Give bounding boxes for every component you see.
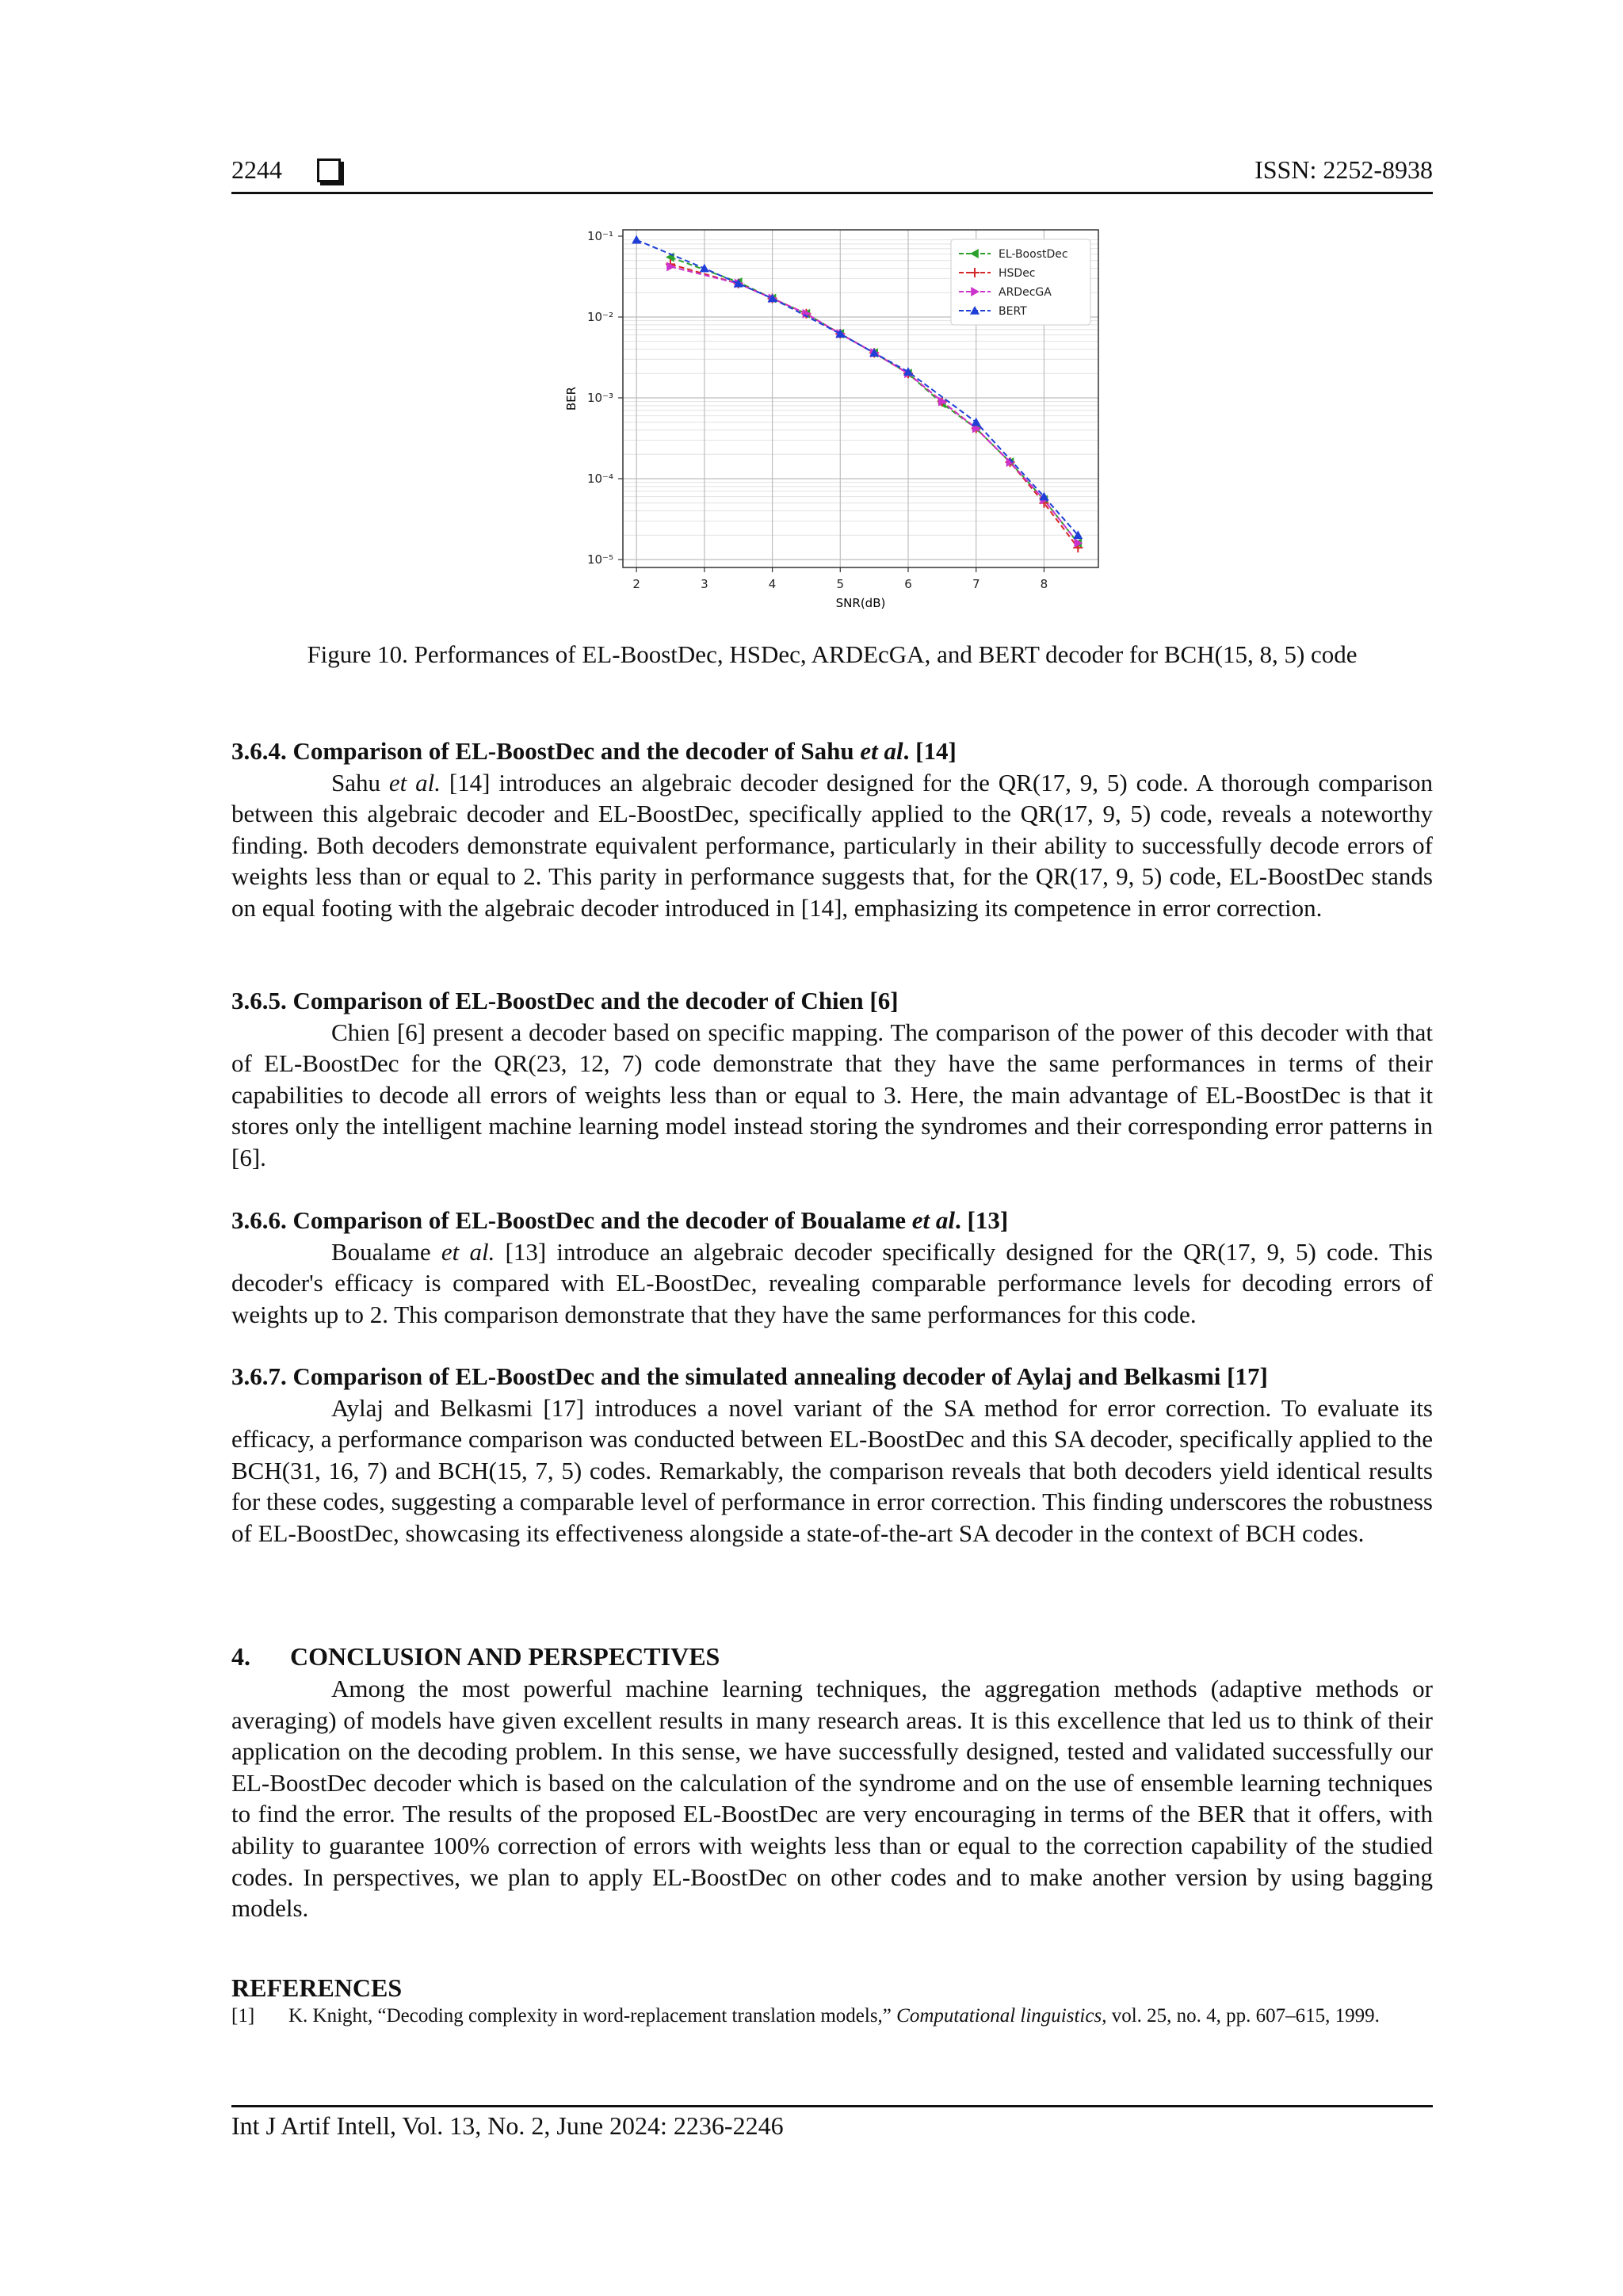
x-tick-label: 7 <box>972 577 980 591</box>
section-3-6-4 <box>231 735 1433 924</box>
section-heading: 3.6.5. Comparison of EL-BoostDec and the decoder of Chien [6] <box>231 987 899 1014</box>
conclusion-paragraph: Among the most powerful machine learning techniques, the aggregation methods (adaptive methods or averaging) of models have given excellent results in many research areas. It is this excellence that led us to think of their application on the decoding problem. In this sense, we have successfully designed, tested and validated successfully our EL-BoostDec decoder which is based on the calculation of the syndrome and on the use of ensemble learning techniques to find the error. The results of the proposed EL-BoostDec are very encouraging in terms of the BER that it offers, with ability to guarantee 100% correction of errors with weights less than or equal to the correction capability of the studied codes. In perspectives, we plan to apply EL-BoostDec on other codes and to make another version by using bagging models. <box>231 1675 1433 1923</box>
y-tick-label: 10⁻⁵ <box>586 552 613 567</box>
y-tick-label: 10⁻⁴ <box>586 472 613 486</box>
x-tick-label: 2 <box>632 577 640 591</box>
square-bullet-icon <box>317 159 341 182</box>
section-title: CONCLUSION AND PERSPECTIVES <box>290 1642 720 1671</box>
x-tick-label: 4 <box>768 577 777 591</box>
paragraph: Chien [6] present a decoder based on specific mapping. The comparison of the power of this decoder with that of EL-BoostDec for the QR(23, 12, 7) code demonstrate that they have the same performances in terms of their capabilities to decode all errors of weights less than or equal to 3. Here, the main advantage of EL-BoostDec is that it stores only the intelligent machine learning model instead storing the syndromes and their corresponding error patterns in [6]. <box>231 1018 1433 1171</box>
x-tick-label: 3 <box>701 577 708 591</box>
ber-chart <box>531 220 1133 625</box>
section-3-6-6 <box>231 1205 1433 1330</box>
paragraph: Boualame et al. [13] introduce an algebraic decoder specifically designed for the QR(17, 9, 5) code. This decoder's efficacy is compared with EL-BoostDec, revealing comparable performance levels for decoding errors of weights up to 2. This comparison demonstrate that they have the same performances for this code. <box>231 1237 1433 1328</box>
references-heading: REFERENCES <box>231 1973 403 2002</box>
issn: ISSN: 2252-8938 <box>1254 155 1433 184</box>
reference-item <box>231 2004 1433 2028</box>
data-point <box>632 235 641 244</box>
y-tick-label: 10⁻¹ <box>586 229 613 243</box>
legend-label: EL-BoostDec <box>999 248 1068 261</box>
legend-label: BERT <box>999 305 1027 318</box>
section-number: 4. <box>231 1642 250 1671</box>
legend-label: HSDec <box>999 267 1036 280</box>
x-tick-label: 5 <box>836 577 845 591</box>
section-3-6-5 <box>231 985 1433 1174</box>
y-tick-label: 10⁻² <box>586 310 613 324</box>
x-axis-label: SNR(dB) <box>835 596 886 610</box>
legend-label: ARDecGA <box>999 286 1052 299</box>
y-axis-label: BER <box>564 386 579 411</box>
x-tick-label: 8 <box>1040 577 1048 591</box>
figure-caption: Figure 10. Performances of EL-BoostDec, HSDec, ARDEcGA, and BERT decoder for BCH(15, 8, 5) code <box>307 640 1358 668</box>
reference-number: [1] <box>231 2005 255 2027</box>
y-tick-label: 10⁻³ <box>586 391 613 405</box>
section-3-6-7 <box>231 1361 1433 1549</box>
paragraph: Aylaj and Belkasmi [17] introduces a novel variant of the SA method for error correction. To evaluate its efficacy, a performance comparison was conducted between EL-BoostDec and this SA decoder, specifically applied to the BCH(31, 16, 7) and BCH(15, 7, 5) codes. Remarkably, the comparison reveals that both decoders yield identical results for these codes, suggesting a comparable level of performance in error correction. This finding underscores the robustness of EL-BoostDec, showcasing its effectiveness alongside a state-of-the-art SA decoder in the context of BCH codes. <box>231 1393 1433 1547</box>
section-heading: 3.6.6. Comparison of EL-BoostDec and the decoder of Boualame et al. [13] <box>231 1206 1009 1234</box>
section-heading: 3.6.4. Comparison of EL-BoostDec and the decoder of Sahu et al. [14] <box>231 737 957 765</box>
section-4-heading <box>231 1642 720 1671</box>
footer-citation: Int J Artif Intell, Vol. 13, No. 2, June 2024: 2236-2246 <box>231 2111 784 2140</box>
page-header-left <box>231 155 341 185</box>
section-heading: 3.6.7. Comparison of EL-BoostDec and the simulated annealing decoder of Aylaj and Belkasmi [17] <box>231 1362 1268 1390</box>
chart-legend <box>951 239 1090 325</box>
data-point <box>700 264 709 273</box>
footer-rule <box>231 2105 1433 2107</box>
reference-text: K. Knight, “Decoding complexity in word-replacement translation models,” Computational linguistics, vol. 25, no. 4, pp. 607–615, 1999. <box>288 2005 1380 2027</box>
page-number: 2244 <box>231 155 282 184</box>
header-rule <box>231 192 1433 194</box>
x-tick-label: 6 <box>904 577 912 591</box>
data-point <box>972 418 981 426</box>
paragraph: Sahu et al. [14] introduces an algebraic decoder designed for the QR(17, 9, 5) code. A thorough comparison between this algebraic decoder and EL-BoostDec, specifically applied to the QR(17, 9, 5) code, reveals a noteworthy finding. Both decoders demonstrate equivalent performance, particularly in their ability to successfully decode errors of weights less than or equal to 2. This parity in performance suggests that, for the QR(17, 9, 5) code, EL-BoostDec stands on equal footing with the algebraic decoder introduced in [14], emphasizing its competence in error correction. <box>231 768 1433 922</box>
